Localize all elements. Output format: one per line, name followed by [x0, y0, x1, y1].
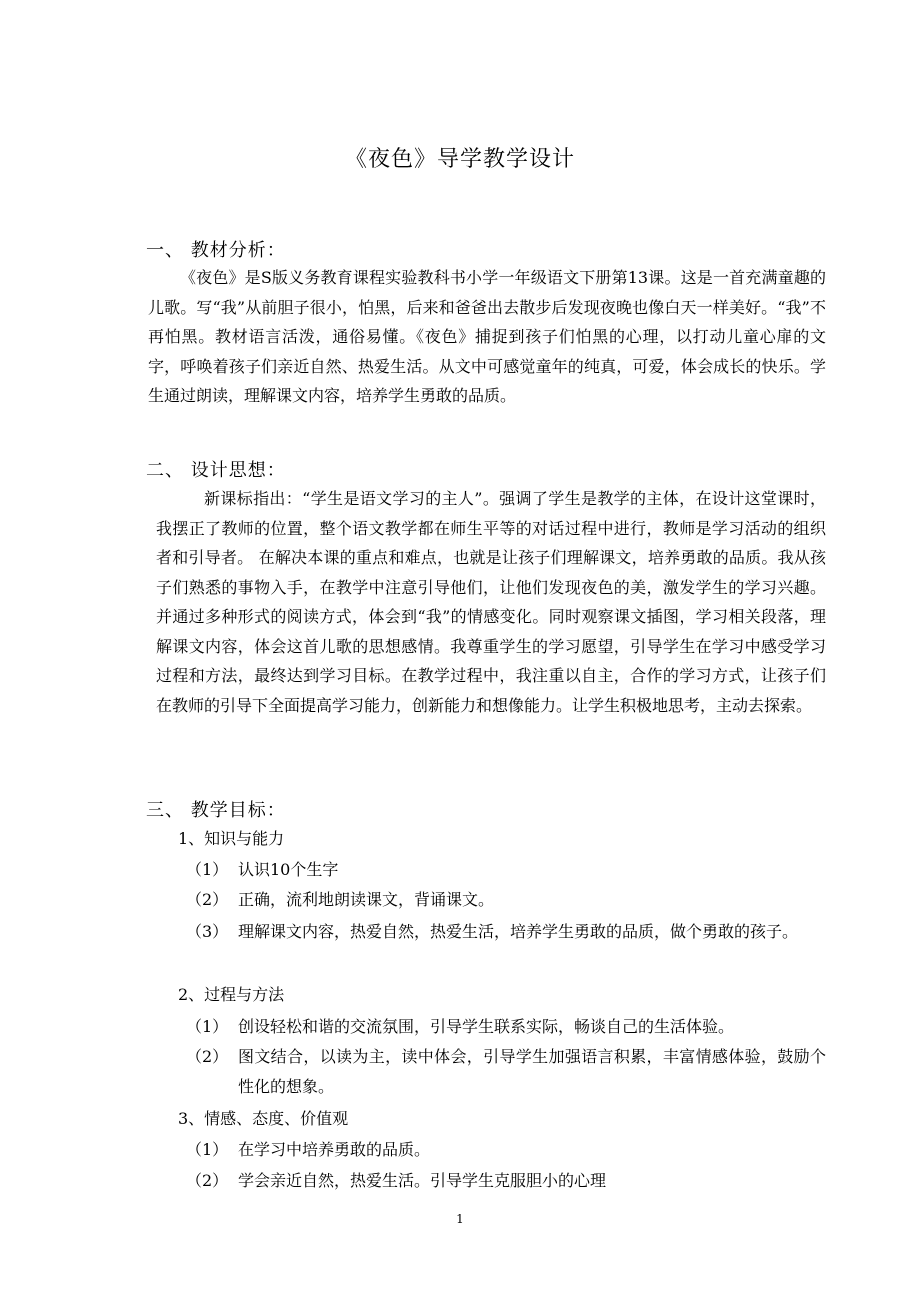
objective-item-text: 理解课文内容，热爱自然，热爱生活，培养学生勇敢的品质，做个勇敢的孩子。	[238, 922, 799, 941]
objective-item	[186, 855, 826, 885]
objective-group-label: 3、情感、态度、价值观	[178, 1109, 349, 1128]
objective-group-label: 2、过程与方法	[178, 985, 285, 1004]
design-idea-paragraph: 新课标指出：“学生是语文学习的主人”。强调了学生是教学的主体，在设计这堂课时，我摆正了教师的位置，整个语文教学都在师生平等的对话过程中进行，教师是学习活动的组织者和引导者。 在解决本课的重点和难点，也就是让孩子们理解课文，培养勇敢的品质。我从孩子们熟悉的事物入手，在教学中注意引导他们，让他们发现夜色的美，激发学生的学习兴趣。并通过多种形式的阅读方式，体会到“我”的情感变化。同时观察课文插图，学习相关段落，理解课文内容，体会这首儿歌的思想感情。我尊重学生的学习愿望，引导学生在学习中感受学习过程和方法，最终达到学习目标。在教学过程中，我注重以自主，合作的学习方式，让孩子们在教师的引导下全面提高学习能力，创新能力和想像能力。让学生积极地思考，主动去探索。	[156, 489, 826, 715]
page-number: 1	[456, 1212, 464, 1226]
objective-item	[186, 1042, 826, 1101]
objective-item	[186, 1166, 826, 1196]
objective-item-text: 图文结合，以读为主，读中体会，引导学生加强语言积累，丰富情感体验，鼓励个性化的想象。	[238, 1047, 826, 1096]
objective-item-text: 在学习中培养勇敢的品质。	[238, 1140, 431, 1159]
section-heading-design-idea: 二、 设计思想：	[146, 460, 286, 481]
objective-item	[186, 1135, 826, 1165]
objective-item	[186, 1012, 826, 1042]
objective-item-number: （3）	[186, 922, 229, 941]
section-heading-teaching-objectives: 三、 教学目标：	[146, 800, 286, 821]
objective-item-text: 创设轻松和谐的交流氛围，引导学生联系实际，畅谈自己的生活体验。	[238, 1017, 735, 1036]
objective-item-number: （1）	[186, 860, 229, 879]
objective-item-number: （2）	[186, 1047, 229, 1066]
objective-item-text: 正确，流利地朗读课文，背诵课文。	[238, 890, 495, 909]
objective-item	[186, 917, 826, 947]
objective-item-text: 认识10个生字	[238, 860, 339, 879]
objective-item-number: （1）	[186, 1017, 229, 1036]
objective-item-text: 学会亲近自然，热爱生活。引导学生克服胆小的心理	[238, 1171, 607, 1190]
objective-group-label: 1、知识与能力	[178, 829, 285, 848]
objective-item-number: （2）	[186, 890, 229, 909]
document-title: 《夜色》导学教学设计	[344, 147, 575, 172]
objective-item-number: （1）	[186, 1140, 229, 1159]
section-heading-materials-analysis: 一、 教材分析：	[146, 240, 286, 261]
materials-analysis-paragraph: 《夜色》是S版义务教育课程实验教科书小学一年级语文下册第13课。这是一首充满童趣的儿歌。写“我”从前胆子很小，怕黑，后来和爸爸出去散步后发现夜晚也像白天一样美好。“我”不再怕黑。教材语言活泼，通俗易懂。《夜色》捕捉到孩子们怕黑的心理，以打动儿童心扉的文字，呼唤着孩子们亲近自然、热爱生活。从文中可感觉童年的纯真，可爱，体会成长的快乐。学生通过朗读，理解课文内容，培养学生勇敢的品质。	[148, 268, 826, 405]
objective-item-number: （2）	[186, 1171, 229, 1190]
objective-item	[186, 885, 826, 915]
